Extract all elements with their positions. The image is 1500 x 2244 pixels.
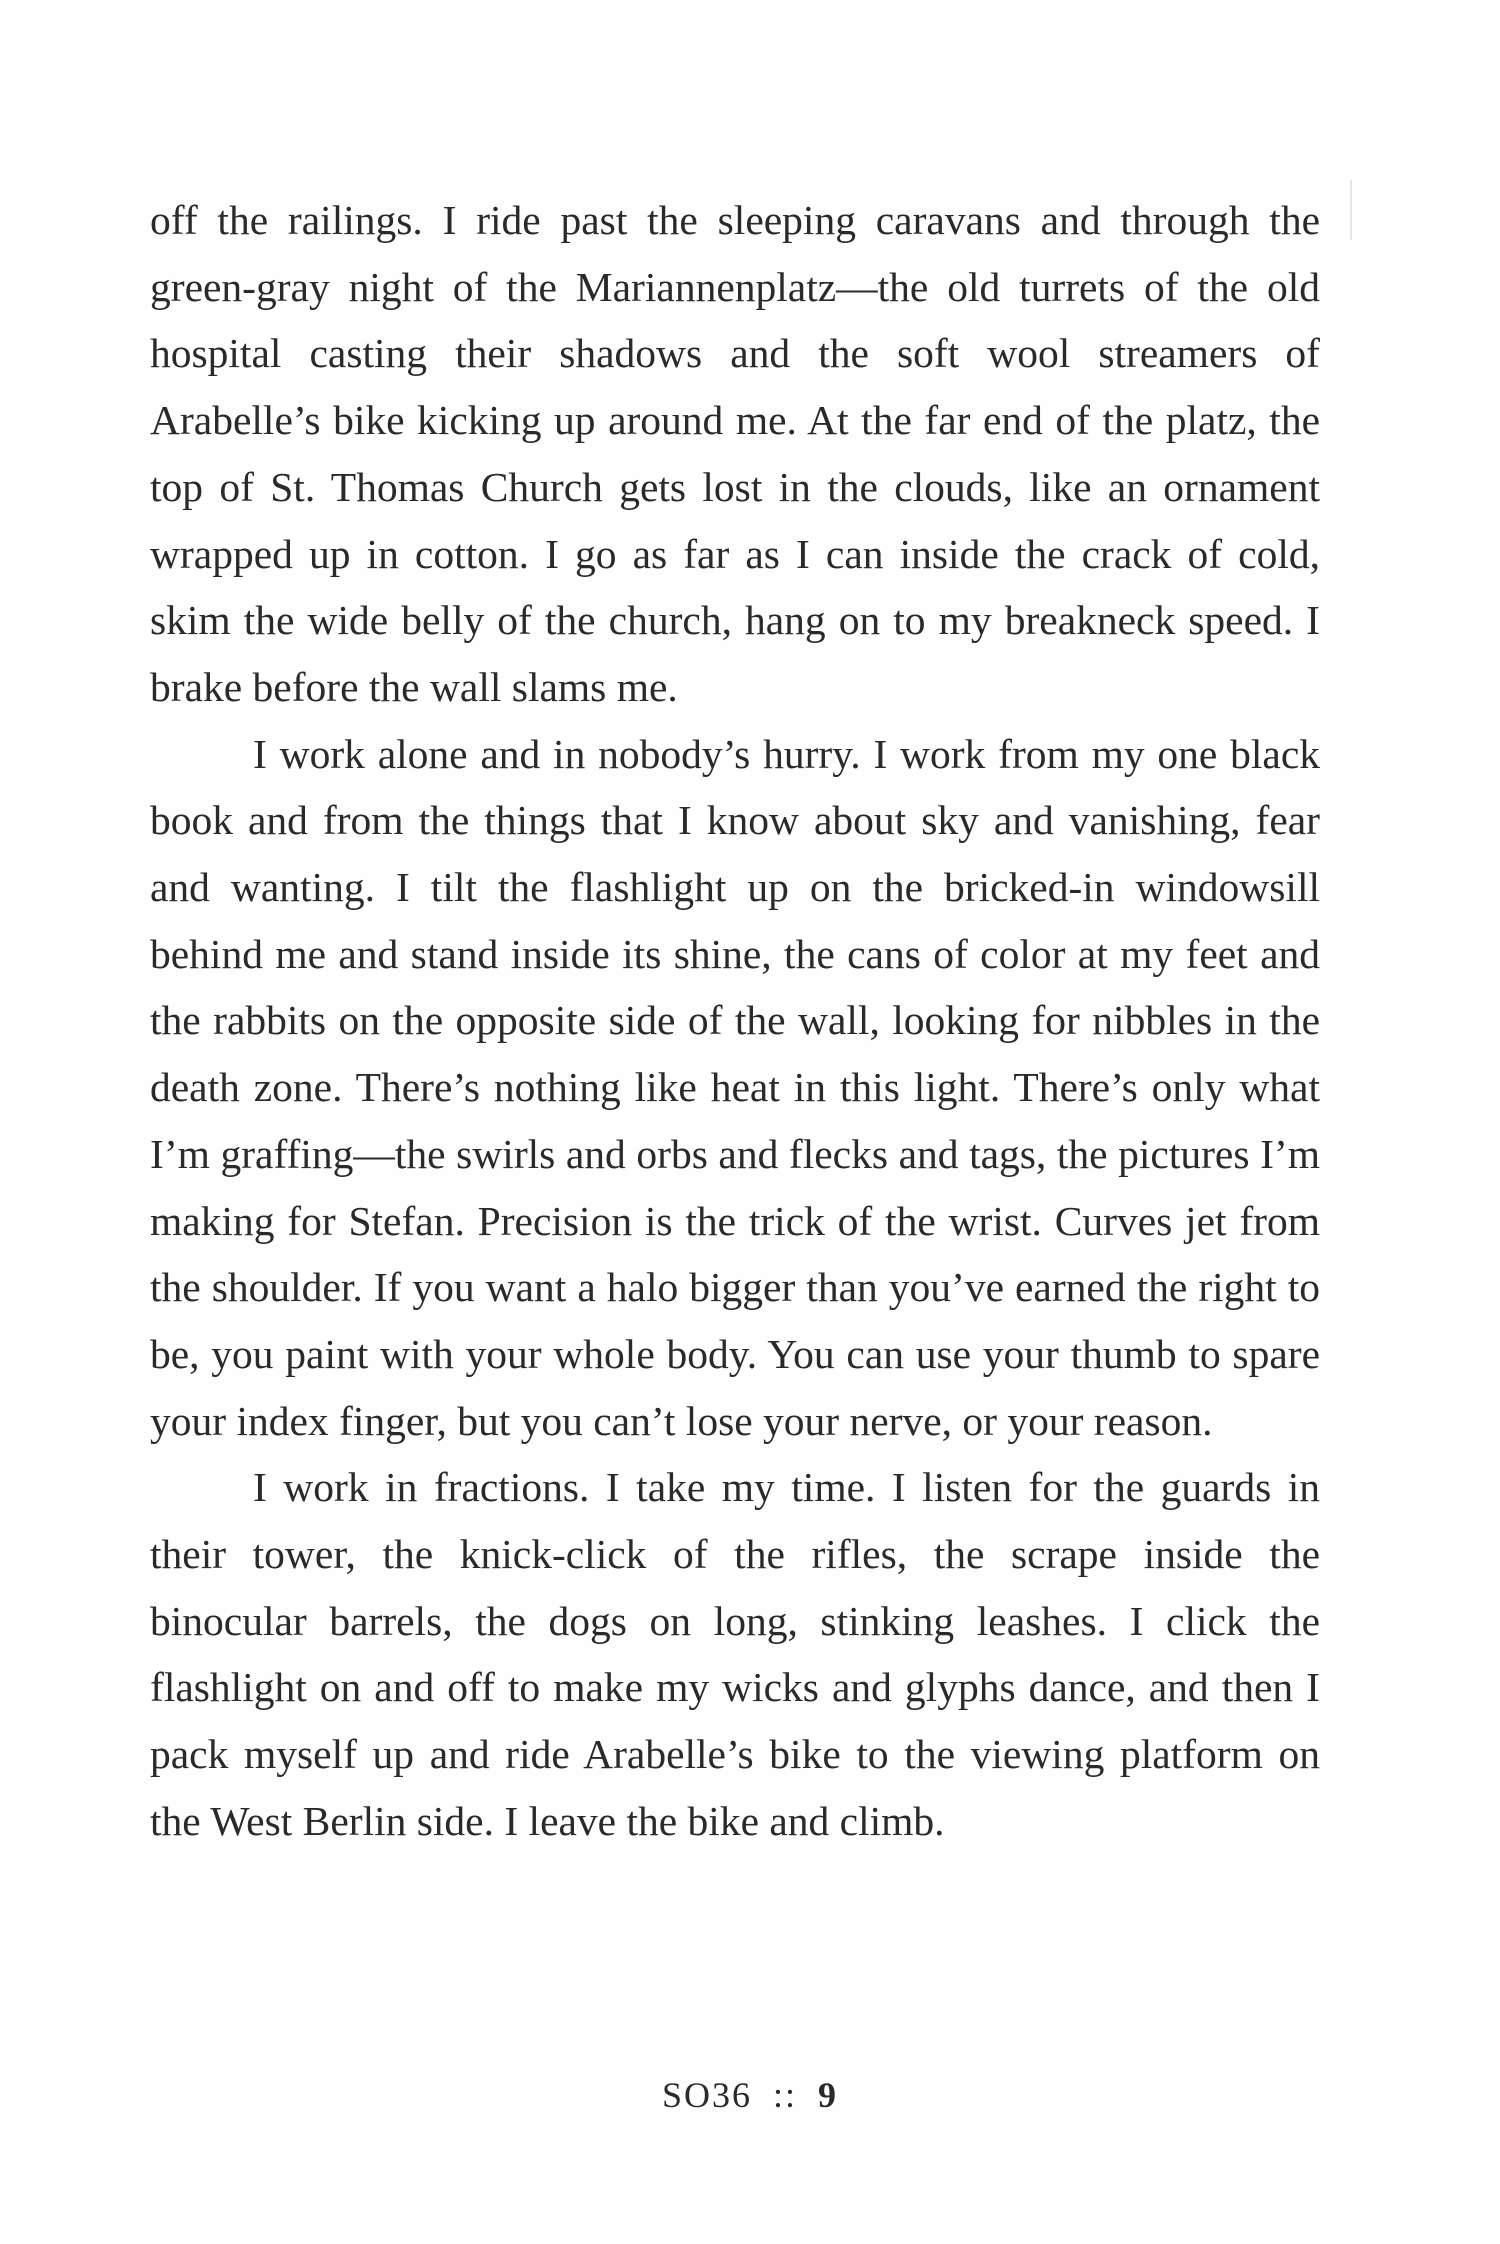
- paragraph-2: I work alone and in nobody’s hurry. I work from my one black book and from the things that I know about sky and vanishing, fear and wanting. I tilt the flashlight up on the bricked-in windowsill behind me and stand inside its shine, the cans of color at my feet and the rabbits on the opposite side of the wall, looking for nibbles in the death zone. There’s nothing like heat in this light. There’s only what I’m graffing—the swirls and orbs and flecks and tags, the pictures I’m making for Stefan. Precision is the trick of the wrist. Curves jet from the shoulder. If you want a halo bigger than you’ve earned the right to be, you paint with your whole body. You can use your thumb to spare your index finger, but you can’t lose your nerve, or your reason.: [150, 730, 1320, 1444]
- page-footer: [0, 2074, 1500, 2116]
- page-number: 9: [818, 2075, 839, 2115]
- paragraph-3: I work in fractions. I take my time. I listen for the guards in their tower, the knick-click of the rifles, the scrape inside the binocular barrels, the dogs on long, stinking leashes. I click the flashlight on and off to make my wicks and glyphs dance, and then I pack myself up and ride Arabelle’s bike to the viewing platform on the West Berlin side. I leave the bike and climb.: [150, 1464, 1320, 1844]
- paragraph-1: off the railings. I ride past the sleeping caravans and through the green-gray night of the Mariannenplatz—the old turrets of the old hospital casting their shadows and the soft wool streamers of Arabelle’s bike kicking up around me. At the far end of the platz, the top of St. Thomas Church gets lost in the clouds, like an ornament wrapped up in cotton. I go as far as I can inside the crack of cold, skim the wide belly of the church, hang on to my breakneck speed. I brake before the wall slams me.: [150, 197, 1320, 710]
- footer-separator: ::: [773, 2075, 798, 2115]
- body-text: [150, 187, 1320, 1855]
- page-edge-mark: [1350, 180, 1352, 240]
- running-head: SO36: [661, 2075, 752, 2115]
